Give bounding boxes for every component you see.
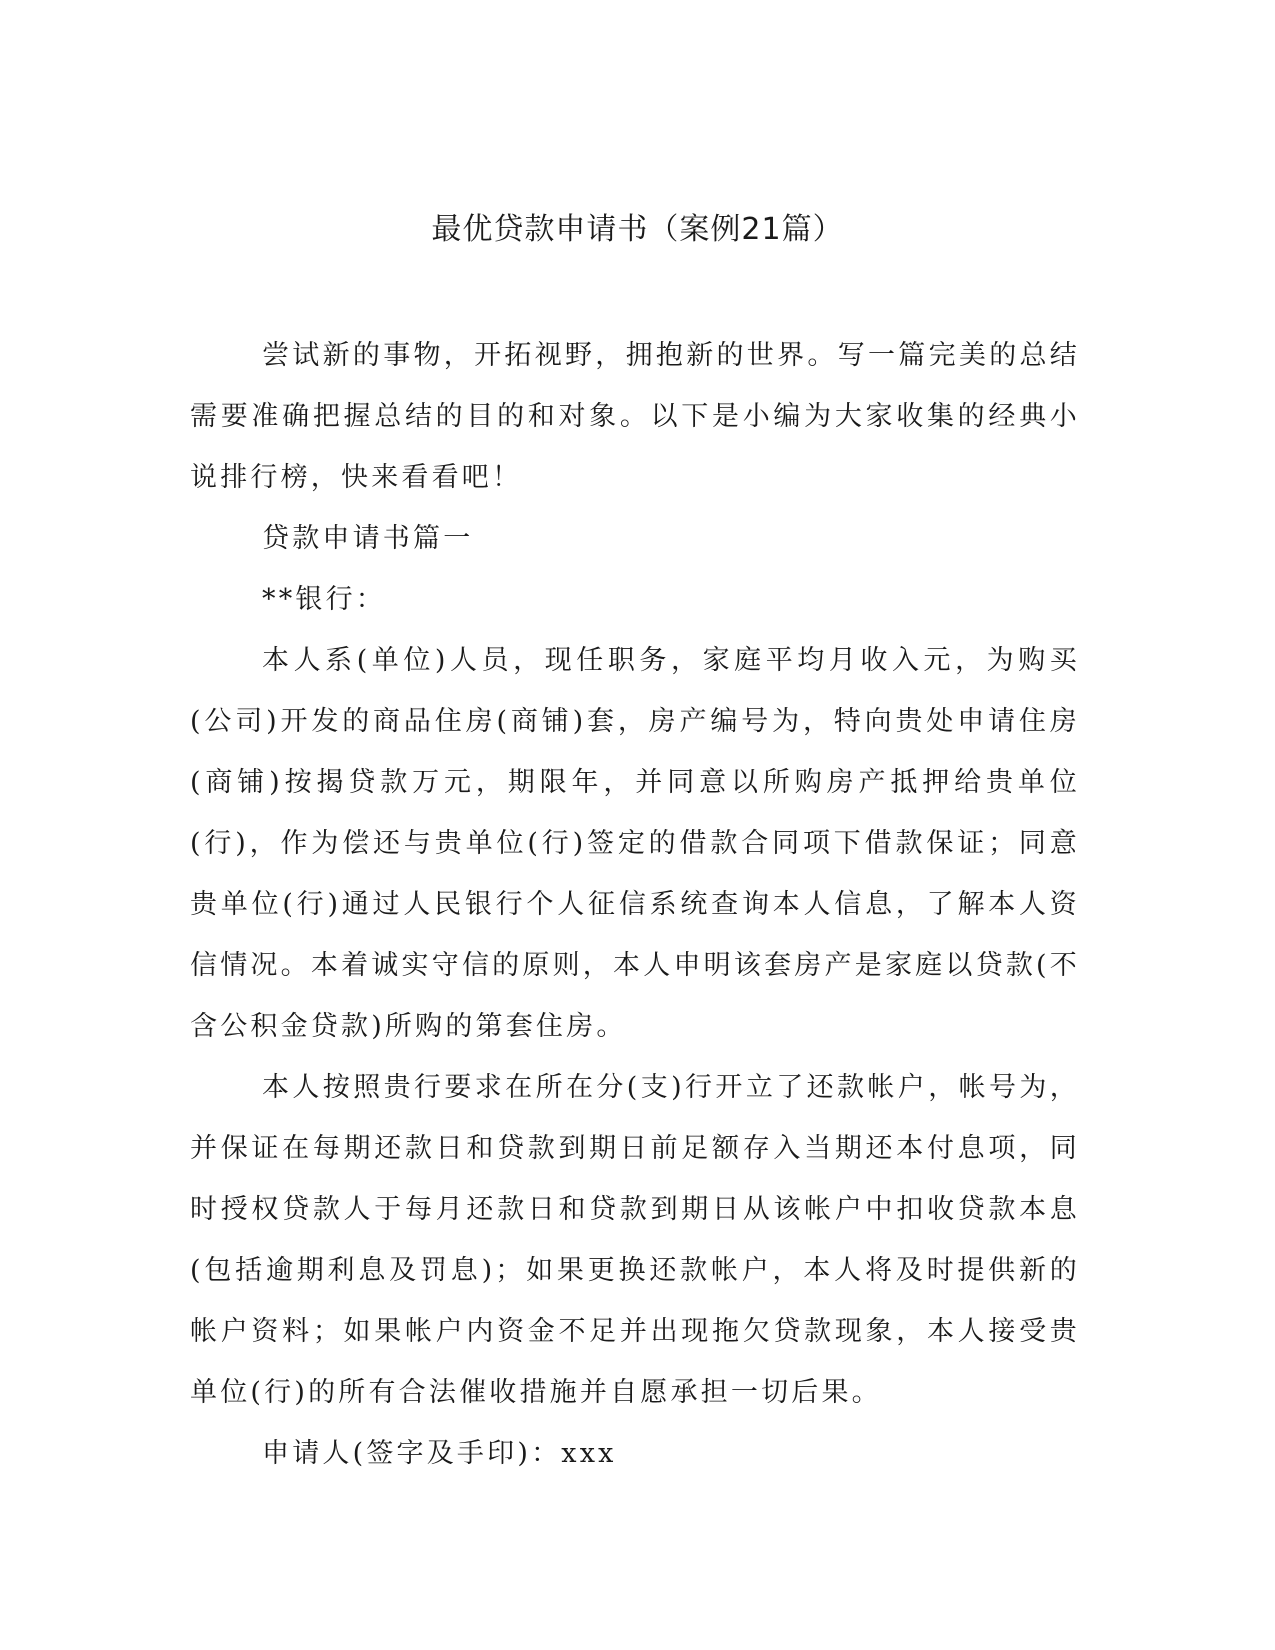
salutation: **银行： — [262, 584, 386, 615]
document-title: 最优贷款申请书（案例21篇） — [431, 212, 844, 247]
intro-paragraph: 尝试新的事物，开拓视野，拥抱新的世界。写一篇完美的总结需要准确把握总结的目的和对象。以下是小编为大家收集的经典小说排行榜，快来看看吧！ — [190, 340, 1080, 493]
signature-line: 申请人(签字及手印)：xxx — [262, 1438, 617, 1469]
document-body — [190, 325, 1080, 1484]
section-heading: 贷款申请书篇一 — [262, 523, 474, 554]
body-paragraph: 本人系(单位)人员，现任职务，家庭平均月收入元，为购买(公司)开发的商品住房(商铺)套，房产编号为，特向贵处申请住房(商铺)按揭贷款万元，期限年，并同意以所购房产抵押给贵单位(行)，作为偿还与贵单位(行)签定的借款合同项下借款保证；同意贵单位(行)通过人民银行个人征信系统查询本人信息，了解本人资信情况。本着诚实守信的原则，本人申明该套房产是家庭以贷款(不含公积金贷款)所购的第套住房。 — [190, 645, 1080, 1042]
body-paragraph: 本人按照贵行要求在所在分(支)行开立了还款帐户，帐号为，并保证在每期还款日和贷款到期日前足额存入当期还本付息项，同时授权贷款人于每月还款日和贷款到期日从该帐户中扣收贷款本息(包括逾期利息及罚息)；如果更换还款帐户，本人将及时提供新的帐户资料；如果帐户内资金不足并出现拖欠贷款现象，本人接受贵单位(行)的所有合法催收措施并自愿承担一切后果。 — [190, 1072, 1080, 1408]
